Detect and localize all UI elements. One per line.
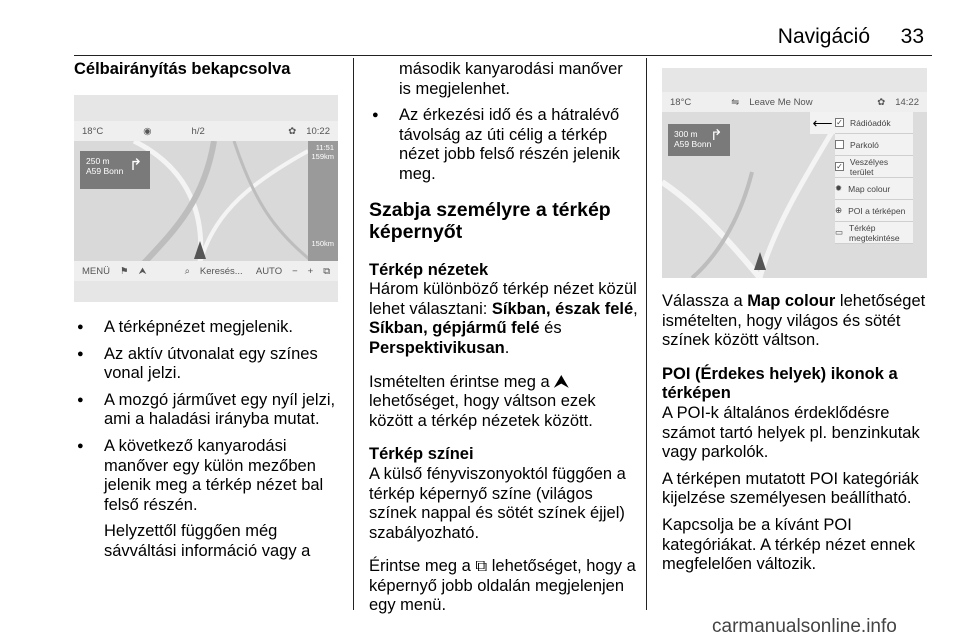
map-menu-icon[interactable]: ⧉ [323, 265, 330, 277]
status-bar [662, 92, 927, 112]
menu-button[interactable]: MENÜ [82, 265, 110, 277]
eta-panel [311, 143, 334, 161]
column-1 [74, 60, 342, 80]
flag-icon[interactable]: ⚑ [119, 265, 129, 277]
sun-icon: ✹ [835, 183, 843, 193]
menu-item-label: POI a térképen [848, 205, 906, 216]
leave-now-text: Leave Me Now [749, 96, 813, 108]
temperature-text: 18°C [670, 96, 692, 108]
poi-enable-paragraph: Kapcsolja be a kívánt POI kategóriákat. A térkép nézet ennek megfelelően változik. [662, 515, 916, 574]
list-item: ● A következő kanyarodási manőver egy külön mezőben jelenik meg a térkép nézet bal felső részén. [74, 437, 344, 515]
zoom-out-icon[interactable]: − [292, 265, 298, 277]
watermark: carmanualsonline.info [712, 616, 897, 637]
poi-icon: ⊕ [835, 205, 843, 215]
menu-item-parking[interactable] [835, 134, 913, 156]
list-item: ● Az érkezési idő és a hátralévő távolság az úti célig a térkép nézet jobb felső részén jelenik meg. [369, 106, 639, 184]
lane-info-paragraph: Helyzettől függően még sávváltási információ vagy a [104, 522, 311, 560]
route-icon: ⇋ [731, 96, 740, 108]
poi-categories-paragraph: A térképen mutatott POI kategóriák kijelzése személyesen beállítható. [662, 469, 919, 508]
menu-item-radio[interactable] [835, 112, 913, 134]
remaining-distance: 159km [311, 152, 334, 161]
back-icon[interactable]: ⟵ [810, 112, 835, 134]
continued-bullet: második kanyarodási manőver is megjelenhet. [399, 60, 623, 98]
map-view-icon: ⮝ [554, 372, 569, 391]
page-title: Navigáció [777, 25, 870, 48]
eta-list [369, 106, 639, 184]
subheading-poi: POI (Érdekes helyek) ikonok a térképen [662, 364, 898, 403]
map-colour-paragraph: Válassza a Map colour lehetőséget ismételten, hogy világos és sötét színek között váltson. [662, 292, 926, 350]
map-icon: ▭ [835, 227, 844, 237]
eta-time: 11:51 [315, 143, 334, 152]
subheading-map-colours: Térkép színei [369, 445, 474, 464]
auto-button[interactable]: AUTO [255, 265, 283, 277]
column-3 [662, 292, 932, 589]
turn-road: A59 Bonn [674, 139, 712, 149]
menu-item-label: Térkép megtekintése [849, 222, 900, 243]
column-1-list [74, 318, 344, 576]
turn-arrow-icon: ↱ [710, 127, 723, 144]
gps-icon: ◉ [143, 125, 152, 137]
route-guidance-list [74, 318, 344, 515]
map-menu-paragraph: Érintse meg a ⧉ lehetőséget, hogy a képernyő jobb oldalán megjelenjen egy menü. [369, 557, 636, 615]
menu-item-map-colour[interactable] [835, 178, 913, 200]
menu-item-label: Parkoló [850, 139, 879, 150]
list-item: ● Az aktív útvonalat egy színes vonal jelzi. [74, 345, 344, 384]
menu-item-label: Map colour [848, 183, 891, 194]
map-colours-paragraph: A külső fényviszonyoktól függően a térkép képernyő színe (világos színek nappal és sötét színek éjjel) szabályozható. [369, 464, 626, 542]
menu-item-danger-zone[interactable] [835, 156, 913, 178]
direction-text: h/2 [191, 125, 205, 137]
column-divider-1 [353, 58, 354, 610]
turn-arrow-icon: ↱ [129, 157, 143, 174]
column-2 [369, 60, 639, 630]
map-menu-icon: ⧉ [475, 557, 488, 576]
section-heading-route-guidance: Célbairányítás bekapcsolva [74, 60, 291, 78]
search-field[interactable]: Keresés... [199, 265, 243, 277]
scale-text: 150km [311, 239, 334, 248]
menu-item-label: Veszélyes terület [849, 156, 889, 177]
page-number: 33 [900, 25, 924, 48]
nav-screenshot-route [74, 95, 338, 302]
menu-item-poi[interactable] [835, 200, 913, 222]
list-item: ● A térképnézet megjelenik. [74, 318, 344, 338]
section-heading-customize: Szabja személyre a térkép képernyőt [369, 198, 611, 243]
settings-icon: ✿ [877, 96, 886, 108]
turn-distance: 300 m [674, 129, 698, 139]
checkbox-icon: ✓ [836, 118, 843, 127]
list-item: ● A mozgó járművet egy nyíl jelzi, ami a haladási irányba mutat. [74, 391, 344, 430]
turn-distance: 250 m [86, 156, 110, 166]
search-icon: ⌕ [184, 265, 190, 277]
map-views-paragraph: Három különböző térkép nézet közül lehet választani: Síkban, észak felé, Síkban, gépjármű felé és Perspektivikusan. [369, 280, 638, 357]
page-header [74, 22, 932, 56]
nav-screenshot-menu [662, 68, 927, 278]
settings-icon: ✿ [288, 125, 297, 137]
temperature-text: 18°C [82, 125, 104, 137]
checkbox-icon: ✓ [836, 162, 843, 171]
poi-intro-paragraph: A POI-k általános érdeklődésre számot tartó helyek pl. benzinkutak vagy parkolók. [662, 403, 920, 462]
clock-text: 14:22 [895, 96, 919, 108]
clock-text: 10:22 [306, 125, 330, 137]
column-divider-2 [646, 58, 647, 610]
checkbox-icon [835, 140, 844, 149]
map-views-toggle-paragraph: Ismételten érintse meg a ⮝ lehetőséget, hogy váltson ezek között a térkép nézetek között. [369, 372, 596, 430]
subheading-map-views: Térkép nézetek [369, 260, 489, 279]
menu-item-label: Rádióadók [850, 117, 891, 128]
status-bar [74, 121, 338, 141]
map-view-icon[interactable]: ⮝ [138, 265, 147, 277]
menu-item-view-map[interactable] [835, 222, 913, 244]
bottom-bar [74, 261, 338, 281]
turn-road: A59 Bonn [86, 166, 124, 176]
zoom-in-icon[interactable]: + [307, 265, 314, 277]
